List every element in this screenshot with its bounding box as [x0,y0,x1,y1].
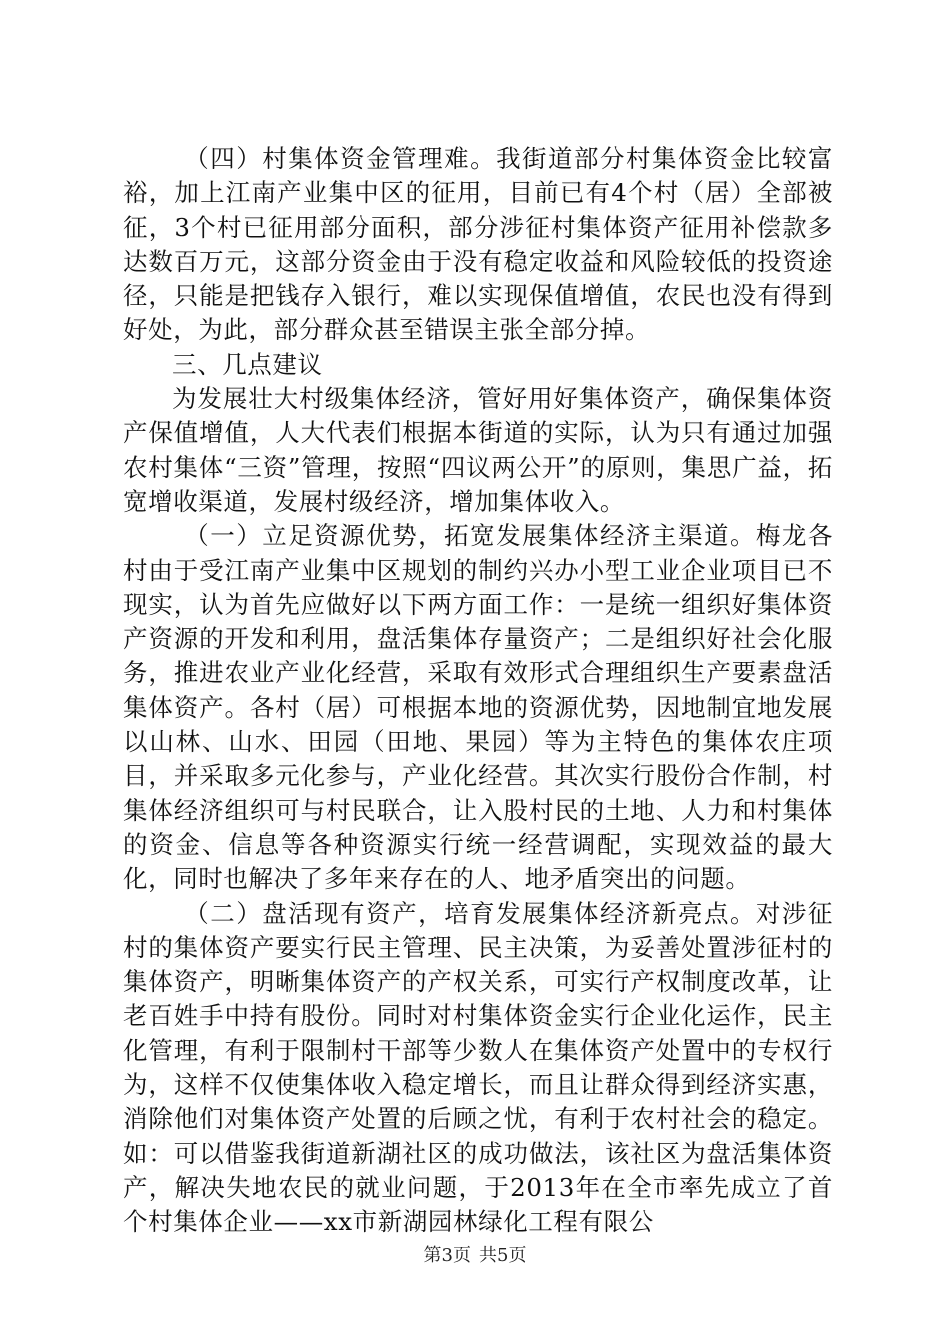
paragraph-capital-management: （四）村集体资金管理难。我街道部分村集体资金比较富裕，加上江南产业集中区的征用，目前已有4个村（居）全部被征，3个村已征用部分面积，部分涉征村集体资产征用补偿款多达数百万元，这部分资金由于没有稳定收益和风险较低的投资途径，只能是把钱存入银行，难以实现保值增值，农民也没有得到好处，为此，部分群众甚至错误主张全部分掉。 [123,144,833,345]
paragraph-resource-advantage: （一）立足资源优势，拓宽发展集体经济主渠道。梅龙各村由于受江南产业集中区规划的制约兴办小型工业企业项目已不现实，认为首先应做好以下两方面工作：一是统一组织好集体资产资源的开发和利用，盘活集体存量资产；二是组织好社会化服务，推进农业产业化经营，采取有效形式合理组织生产要素盘活集体资产。各村（居）可根据本地的资源优势，因地制宜地发展以山林、山水、田园（田地、果园）等为主特色的集体农庄项目，并采取多元化参与，产业化经营。其次实行股份合作制，村集体经济组织可与村民联合，让入股村民的土地、人力和村集体的资金、信息等各种资源实行统一经营调配，实现效益的最大化，同时也解决了多年来存在的人、地矛盾突出的问题。 [123,521,833,894]
document-body [123,142,833,1240]
page-number: 第3页 [423,1245,471,1266]
page-footer [0,1244,950,1268]
page-total: 共5页 [479,1245,527,1266]
paragraph-suggestions-intro: 为发展壮大村级集体经济，管好用好集体资产，确保集体资产保值增值，人大代表们根据本街道的实际，认为只有通过加强农村集体“三资”管理，按照“四议两公开”的原则，集思广益，拓宽增收渠道，发展村级经济，增加集体收入。 [123,384,833,516]
paragraph-revitalize-assets: （二）盘活现有资产，培育发展集体经济新亮点。对涉征村的集体资产要实行民主管理、民主决策，为妥善处置涉征村的集体资产，明晰集体资产的产权关系，可实行产权制度改革，让老百姓手中持有股份。同时对村集体资金实行企业化运作，民主化管理，有利于限制村干部等少数人在集体资产处置中的专权行为，这样不仅使集体收入稳定增长，而且让群众得到经济实惠，消除他们对集体资产处置的后顾之忧，有利于农村社会的稳定。如：可以借鉴我街道新湖社区的成功做法，该社区为盘活集体资产，解决失地农民的就业问题，于2013年在全市率先成立了首个村集体企业——xx市新湖园林绿化工程有限公 [123,898,833,1237]
section-heading-suggestions: 三、几点建议 [172,349,323,379]
